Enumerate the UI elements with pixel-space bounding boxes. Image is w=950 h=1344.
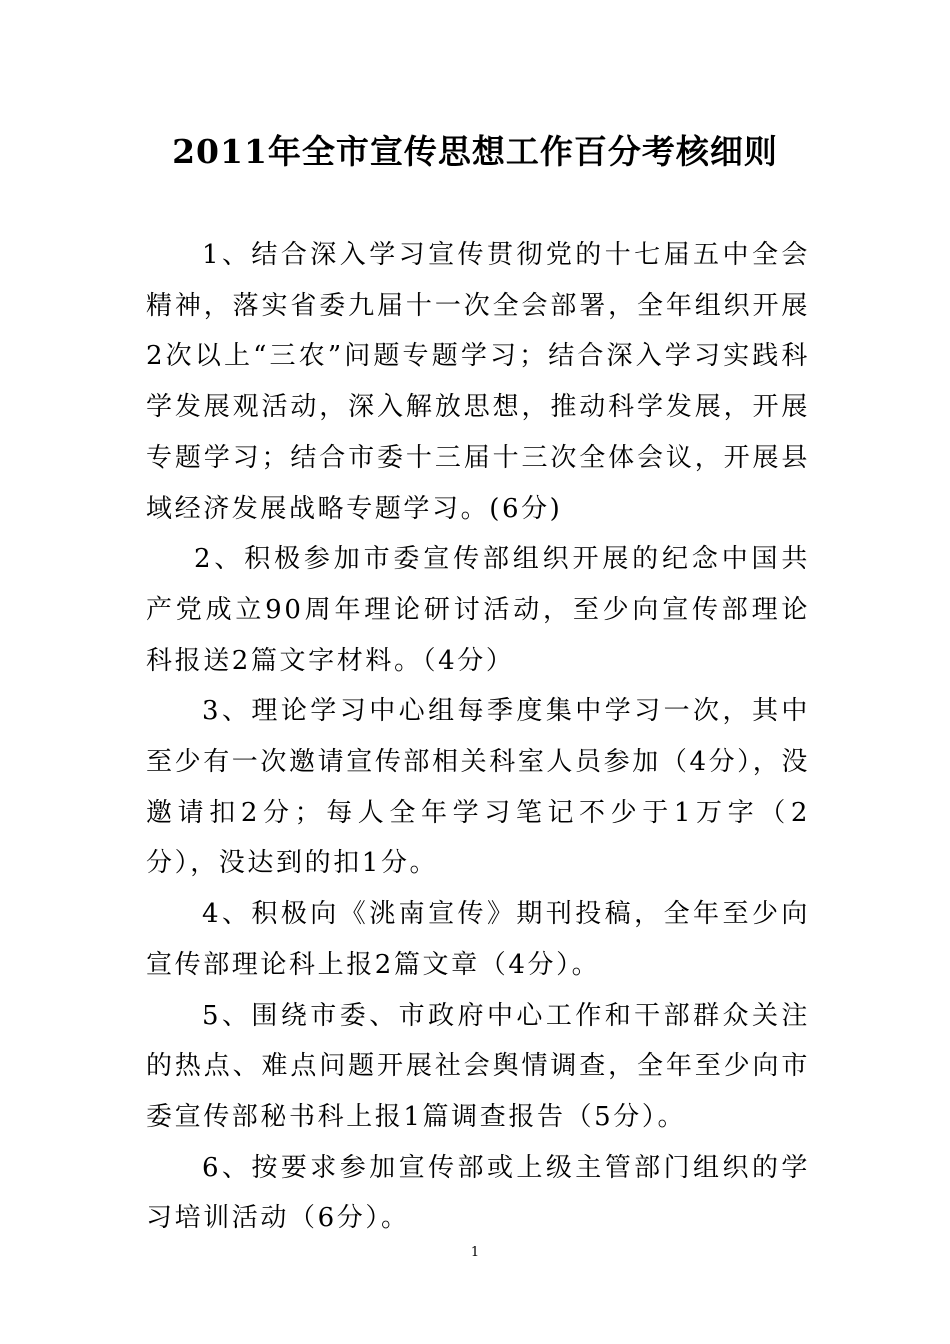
page-number: 1	[470, 1245, 480, 1260]
paragraph-6: 6、按要求参加宣传部或上级主管部门组织的学习培训活动（6分）。	[146, 1152, 810, 1234]
paragraph-4: 4、积极向《洮南宣传》期刊投稿，全年至少向宣传部理论科上报2篇文章（4分）。	[146, 899, 810, 980]
paragraph-1: 1、结合深入学习宣传贯彻党的十七届五中全会精神，落实省委九届十一次全会部署，全年组织开展2次以上“三农”问题专题学习；结合深入学习实践科学发展观活动，深入解放思想，推动科学发展，开展专题学习；结合市委十三届十三次全体会议，开展县域经济发展战略专题学习。(6分)	[146, 240, 810, 524]
paragraph-2: 2、积极参加市委宣传部组织开展的纪念中国共产党成立90周年理论研讨活动，至少向宣传部理论科报送2篇文字材料。（4分）	[146, 544, 810, 676]
document-body	[146, 230, 810, 1244]
paragraph-5: 5、围绕市委、市政府中心工作和干部群众关注的热点、难点问题开展社会舆情调查，全年至少向市委宣传部秘书科上报1篇调查报告（5分）。	[146, 1000, 810, 1132]
document-title: 2011年全市宣传思想工作百分考核细则	[172, 132, 778, 171]
paragraph-3: 3、理论学习中心组每季度集中学习一次，其中至少有一次邀请宣传部相关科室人员参加（4分），没邀请扣2分；每人全年学习笔记不少于1万字（2分），没达到的扣1分。	[146, 696, 810, 879]
